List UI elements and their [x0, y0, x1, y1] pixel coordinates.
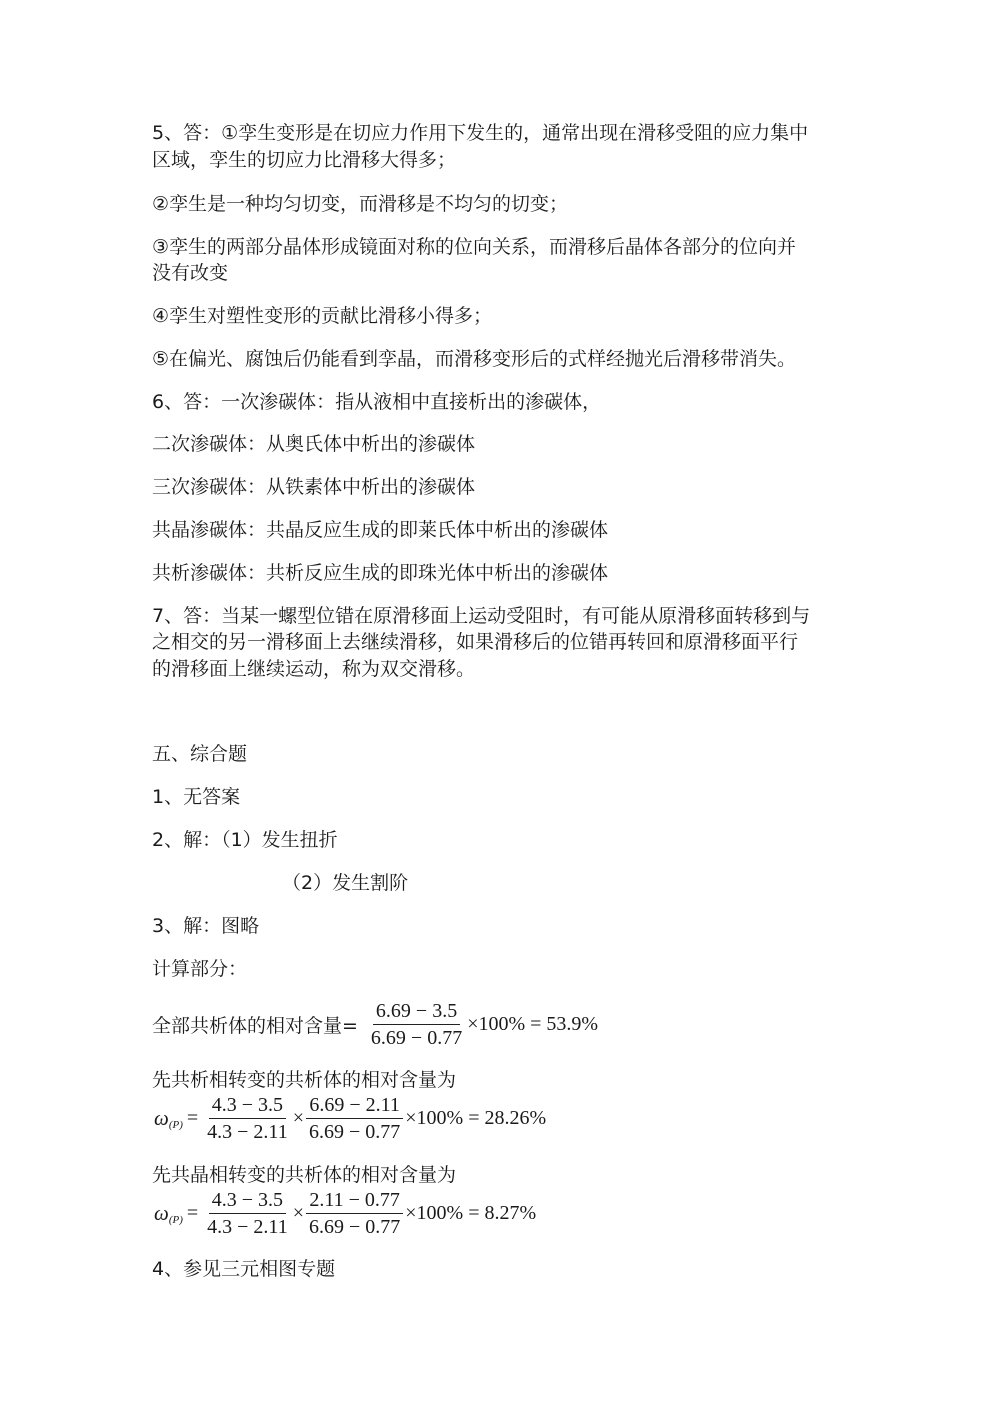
numerator: 6.69 − 3.5 [373, 998, 460, 1025]
answer-6-line: 共析渗碳体：共析反应生成的即珠光体中析出的渗碳体 [152, 562, 609, 584]
item-2-sub: （2）发生割阶 [282, 872, 409, 894]
answer-5-line: ③孪生的两部分晶体形成镜面对称的位向关系，而滑移后晶体各部分的位向并 [152, 236, 797, 258]
formula-total-eutectoid [152, 998, 598, 1051]
numerator: 4.3 − 3.5 [209, 1187, 286, 1214]
answer-7-line: 的滑移面上继续运动，称为双交滑移。 [152, 658, 476, 680]
fraction-2 [306, 1092, 403, 1145]
formula-result: ×100% = 53.9% [467, 1013, 599, 1035]
answer-5-line: 没有改变 [152, 262, 229, 284]
answer-5-line: ④孪生对塑性变形的贡献比滑移小得多； [152, 305, 493, 327]
denominator: 4.3 − 2.11 [207, 1216, 288, 1238]
formula-label: 全部共析体的相对含量= [152, 1015, 358, 1037]
subscript: (P) [168, 1118, 183, 1131]
answer-5-line: 5、答：①孪生变形是在切应力作用下发生的，通常出现在滑移受阻的应力集中 [152, 122, 809, 144]
answer-6-line: 6、答：一次渗碳体：指从液相中直接析出的渗碳体， [152, 391, 602, 413]
omega-symbol: ω [154, 1106, 169, 1130]
formula-proeutectic [154, 1187, 536, 1240]
answer-6-line: 三次渗碳体：从铁素体中析出的渗碳体 [152, 476, 476, 498]
numerator: 4.3 − 3.5 [209, 1092, 286, 1119]
answer-7-line: 之相交的另一滑移面上去继续滑移，如果滑移后的位错再转回和原滑移面平行 [152, 631, 799, 653]
denominator: 6.69 − 0.77 [308, 1216, 401, 1238]
answer-7-line: 7、答：当某一螺型位错在原滑移面上运动受阻时，有可能从原滑移面转移到与 [152, 605, 811, 627]
answer-6-line: 共晶渗碳体：共晶反应生成的即莱氏体中析出的渗碳体 [152, 519, 609, 541]
equals: = [186, 1202, 199, 1224]
numerator: 6.69 − 2.11 [306, 1092, 403, 1119]
answer-5-line: ②孪生是一种均匀切变，而滑移是不均匀的切变； [152, 193, 569, 215]
numerator: 2.11 − 0.77 [306, 1187, 403, 1214]
answer-5-line: ⑤在偏光、腐蚀后仍能看到孪晶，而滑移变形后的式样经抛光后滑移带消失。 [152, 348, 797, 370]
fraction-2 [306, 1187, 403, 1240]
fraction-1 [204, 1187, 291, 1240]
formula-result: ×100% = 28.26% [405, 1107, 547, 1129]
denominator: 4.3 − 2.11 [207, 1121, 288, 1143]
formula-2-label: 先共析相转变的共析体的相对含量为 [152, 1069, 457, 1091]
item-3: 3、解：图略 [152, 915, 260, 937]
section-heading: 五、综合题 [152, 743, 248, 765]
item-2: 2、解：（1）发生扭折 [152, 829, 338, 851]
times: × [292, 1202, 304, 1224]
equals: = [186, 1107, 199, 1129]
answer-5-line: 区域，孪生的切应力比滑移大得多； [152, 149, 457, 171]
formula-3-label: 先共晶相转变的共析体的相对含量为 [152, 1164, 457, 1186]
item-1: 1、无答案 [152, 786, 241, 808]
formula-proeutectoid [154, 1092, 546, 1145]
answer-6-line: 二次渗碳体：从奥氏体中析出的渗碳体 [152, 433, 476, 455]
subscript: (P) [168, 1213, 183, 1226]
formula-result: ×100% = 8.27% [405, 1202, 537, 1224]
fraction-1 [204, 1092, 291, 1145]
times: × [292, 1107, 304, 1129]
item-4: 4、参见三元相图专题 [152, 1258, 336, 1280]
fraction [368, 998, 465, 1051]
denominator: 6.69 − 0.77 [308, 1121, 401, 1143]
calc-label: 计算部分： [152, 958, 248, 980]
omega-symbol: ω [154, 1201, 169, 1225]
denominator: 6.69 − 0.77 [370, 1027, 463, 1049]
